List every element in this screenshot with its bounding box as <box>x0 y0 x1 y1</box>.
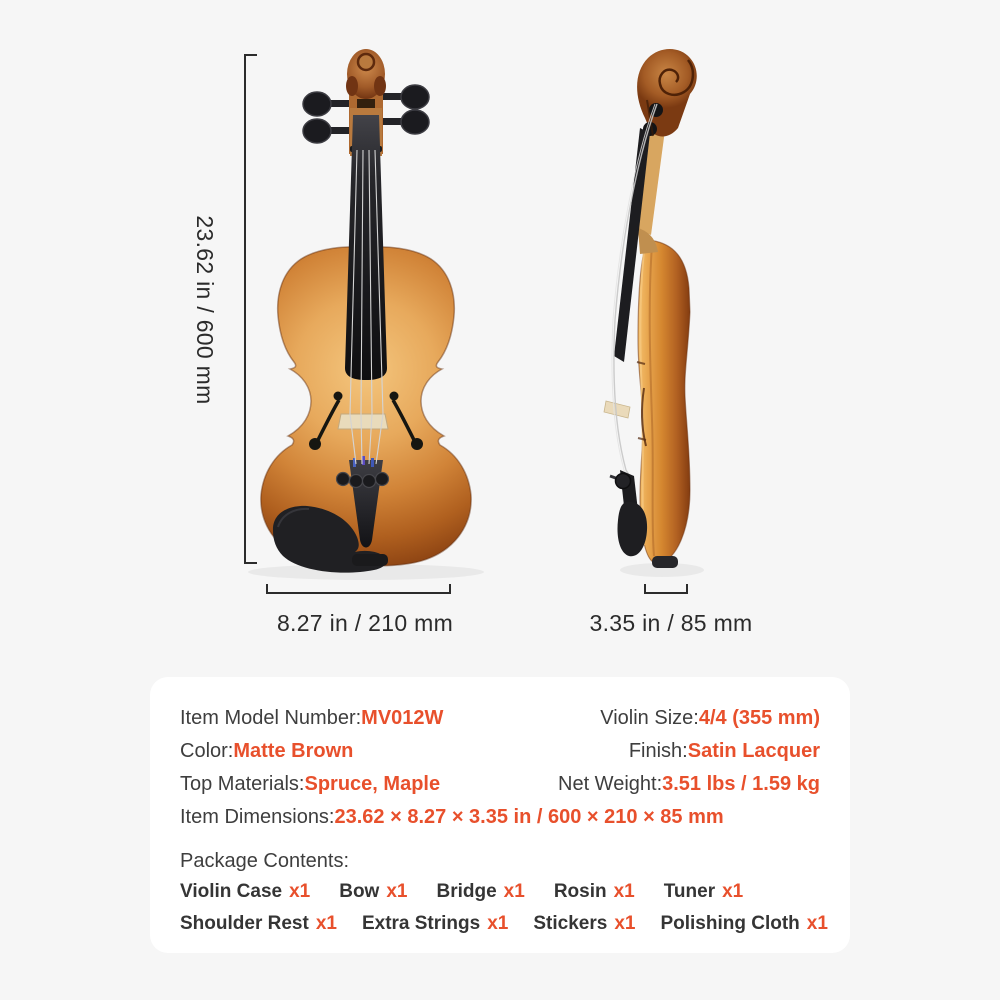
height-dimension-line <box>245 55 257 563</box>
spec-row <box>180 801 820 834</box>
package-item <box>554 876 635 908</box>
side-width-dimension-label: 3.35 in / 85 mm <box>589 610 753 636</box>
package-item-qty: x1 <box>503 881 525 902</box>
spec-color <box>180 735 353 768</box>
spec-label: Violin Size: <box>600 707 699 729</box>
package-item-name: Rosin <box>553 881 607 902</box>
spec-card <box>150 677 850 953</box>
spec-label: Item Model Number: <box>180 707 362 729</box>
spec-row <box>180 768 820 801</box>
front-width-dimension-label: 8.27 in / 210 mm <box>276 610 454 636</box>
spec-value: 4/4 (355 mm) <box>698 707 820 729</box>
spec-value: Spruce, Maple <box>304 773 441 795</box>
spec-finish <box>629 735 820 768</box>
spec-value: 23.62 × 8.27 × 3.35 in / 600 × 210 × 85 mm <box>334 806 724 828</box>
height-dimension-label: 23.62 in / 600 mm <box>192 215 218 405</box>
package-item <box>533 908 635 940</box>
spec-label: Top Materials: <box>180 773 305 795</box>
package-item-name: Bridge <box>436 881 497 902</box>
package-item-qty: x1 <box>806 913 828 934</box>
spec-violin-size <box>600 702 820 735</box>
spec-item-dimensions <box>180 801 724 834</box>
package-item-name: Extra Strings <box>361 913 481 934</box>
spec-label: Finish: <box>628 740 688 762</box>
package-item-qty: x1 <box>289 881 311 902</box>
package-item <box>362 908 508 940</box>
package-contents-title: Package Contents: <box>180 850 349 872</box>
violin-side-view-image <box>604 49 697 568</box>
package-item <box>339 876 407 908</box>
spec-row <box>180 702 820 735</box>
package-item-name: Tuner <box>663 881 716 902</box>
spec-value: Satin Lacquer <box>687 740 820 762</box>
spec-value: MV012W <box>361 707 444 729</box>
violin-front-view-image <box>261 49 471 573</box>
package-contents-row <box>180 908 828 940</box>
spec-value: Matte Brown <box>233 740 354 762</box>
package-item <box>436 876 524 908</box>
spec-top-materials <box>180 768 440 801</box>
package-item-qty: x1 <box>487 913 509 934</box>
spec-net-weight <box>558 768 820 801</box>
package-item <box>180 908 337 940</box>
package-item <box>664 876 744 908</box>
side-width-dimension-bracket <box>645 584 687 593</box>
package-item-name: Stickers <box>533 913 608 934</box>
package-item-qty: x1 <box>614 913 636 934</box>
package-contents-row <box>180 876 820 908</box>
package-item-name: Polishing Cloth <box>660 913 800 934</box>
spec-label: Net Weight: <box>558 773 663 795</box>
package-item-name: Bow <box>339 881 380 902</box>
package-item-qty: x1 <box>386 881 408 902</box>
spec-value: 3.51 lbs / 1.59 kg <box>662 773 820 795</box>
package-item-qty: x1 <box>722 881 744 902</box>
spec-label: Color: <box>180 740 234 762</box>
package-item <box>660 908 827 940</box>
spec-label: Item Dimensions: <box>180 806 335 828</box>
spec-item-model-number <box>180 702 443 735</box>
package-item <box>180 876 310 908</box>
spec-row <box>180 735 820 768</box>
package-item-qty: x1 <box>613 881 635 902</box>
package-item-name: Violin Case <box>180 881 283 902</box>
package-item-qty: x1 <box>315 913 337 934</box>
package-item-name: Shoulder Rest <box>180 913 309 934</box>
front-width-dimension-bracket <box>267 584 450 593</box>
